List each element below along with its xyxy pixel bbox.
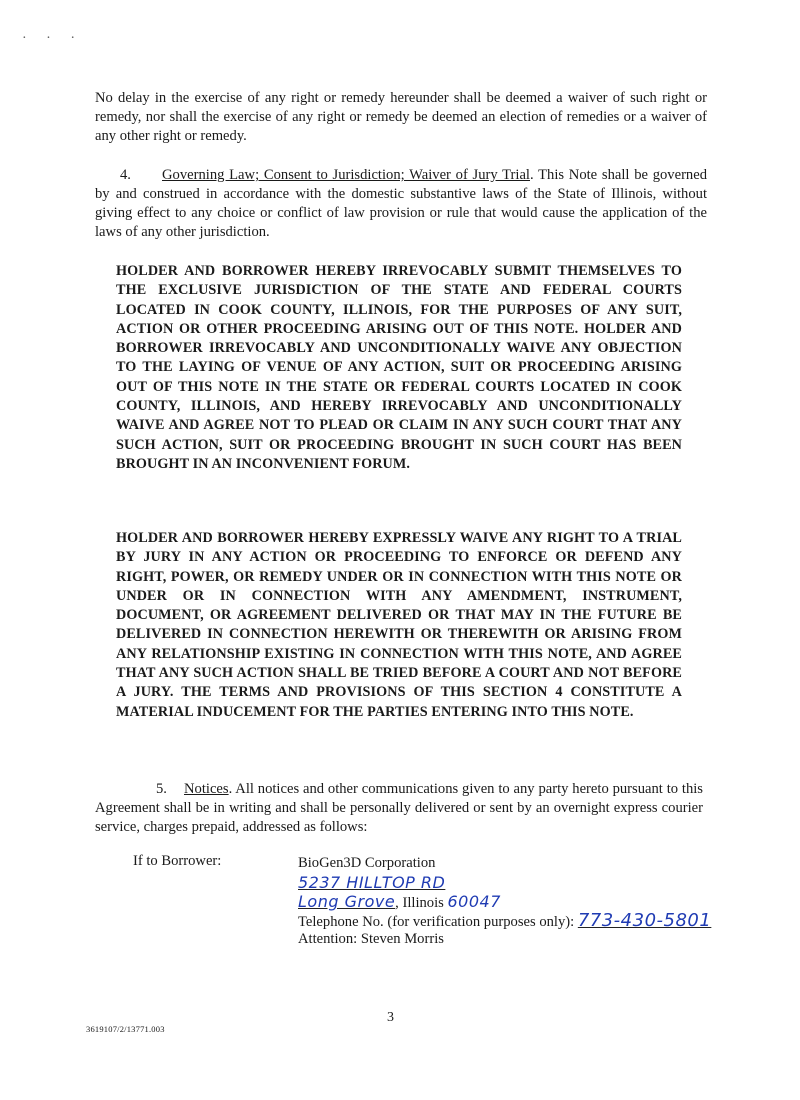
borrower-address-block: [298, 854, 738, 949]
handwritten-zip: 60047: [447, 892, 501, 911]
telephone-label: Telephone No. (for verification purposes only):: [298, 914, 578, 930]
street-line: [298, 873, 738, 892]
company-name: BioGen3D Corporation: [298, 855, 436, 871]
jury-waiver-caps-paragraph: HOLDER AND BORROWER HEREBY EXPRESSLY WAIVE ANY RIGHT TO A TRIAL BY JURY IN ANY ACTION OR PROCEEDING TO ENFORCE OR DEFEND ANY RIGHT, POWER, OR REMEDY UNDER OR IN CONNECTION WITH THIS NOTE OR UNDER OR IN CONNECTION WITH ANY AMENDMENT, INSTRUMENT, DOCUMENT, OR AGREEMENT DELIVERED OR THAT MAY IN THE FUTURE BE DELIVERED IN CONNECTION HEREWITH OR THEREWITH OR ARISING FROM ANY RELATIONSHIP EXISTING IN CONNECTION WITH THIS NOTE, AND AGREE THAT ANY SUCH ACTION SHALL BE TRIED BEFORE A COURT AND NOT BEFORE A JURY. THE TERMS AND PROVISIONS OF THIS SECTION 4 CONSTITUTE A MATERIAL INDUCEMENT FOR THE PARTIES ENTERING INTO THIS NOTE.: [116, 530, 682, 720]
handwritten-street: 5237 HILLTOP RD: [298, 873, 446, 892]
section-5-paragraph: [95, 780, 703, 837]
section-5-heading: Notices: [184, 781, 229, 797]
city-line: [298, 892, 738, 911]
jurisdiction-caps-paragraph: HOLDER AND BORROWER HEREBY IRREVOCABLY SUBMIT THEMSELVES TO THE EXCLUSIVE JURISDICTION OF THE STATE AND FEDERAL COURTS LOCATED IN COOK COUNTY, ILLINOIS, FOR THE PURPOSES OF ANY SUIT, ACTION OR OTHER PROCEEDING ARISING OUT OF THIS NOTE. HOLDER AND BORROWER IRREVOCABLY AND UNCONDITIONALLY WAIVE ANY OBJECTION TO THE LAYING OF VENUE OF ANY ACTION, SUIT OR PROCEEDING ARISING OUT OF THIS NOTE IN THE STATE OR FEDERAL COURTS LOCATED IN COOK COUNTY, ILLINOIS, AND HEREBY IRREVOCABLY AND UNCONDITIONALLY WAIVE AND AGREE NOT TO PLEAD OR CLAIM IN ANY SUCH COURT THAT ANY SUCH ACTION, SUIT OR PROCEEDING BROUGHT IN SUCH COURT HAS BEEN BROUGHT IN AN INCONVENIENT FORUM.: [116, 263, 682, 472]
telephone-line: [298, 911, 738, 930]
handwritten-city: Long Grove: [298, 892, 396, 911]
section-4-number: 4.: [120, 167, 131, 183]
state-text: , Illinois: [395, 895, 448, 911]
scan-marks: · · ·: [22, 31, 83, 46]
section-5-number: 5.: [156, 781, 167, 797]
attention-line: Attention: Steven Morris: [298, 931, 444, 947]
intro-paragraph: No delay in the exercise of any right or remedy hereunder shall be deemed a waiver of such right or remedy, nor shall the exercise of any right or remedy be deemed an election of remedies or a waiver of any other right or remedy.: [95, 90, 707, 144]
section-5-body: . All notices and other communications given to any party hereto pursuant to this Agreement shall be in writing and shall be personally delivered or sent by an overnight express courier service, charges prepaid, addressed as follows:: [95, 781, 703, 835]
section-4-heading: Governing Law; Consent to Jurisdiction; Waiver of Jury Trial: [162, 167, 530, 183]
document-id: 3619107/2/13771.003: [86, 1024, 165, 1034]
page-number: 3: [387, 1010, 394, 1025]
handwritten-telephone: 773-430-5801: [577, 910, 712, 931]
section-4-paragraph: [95, 166, 707, 242]
borrower-address-label: If to Borrower:: [133, 853, 222, 869]
section-4-body: . This Note shall be governed by and construed in accordance with the domestic substantive laws of the State of Illinois, without giving effect to any choice or conflict of law provision or rule that would cause the application of the laws of any other jurisdiction.: [95, 167, 707, 240]
